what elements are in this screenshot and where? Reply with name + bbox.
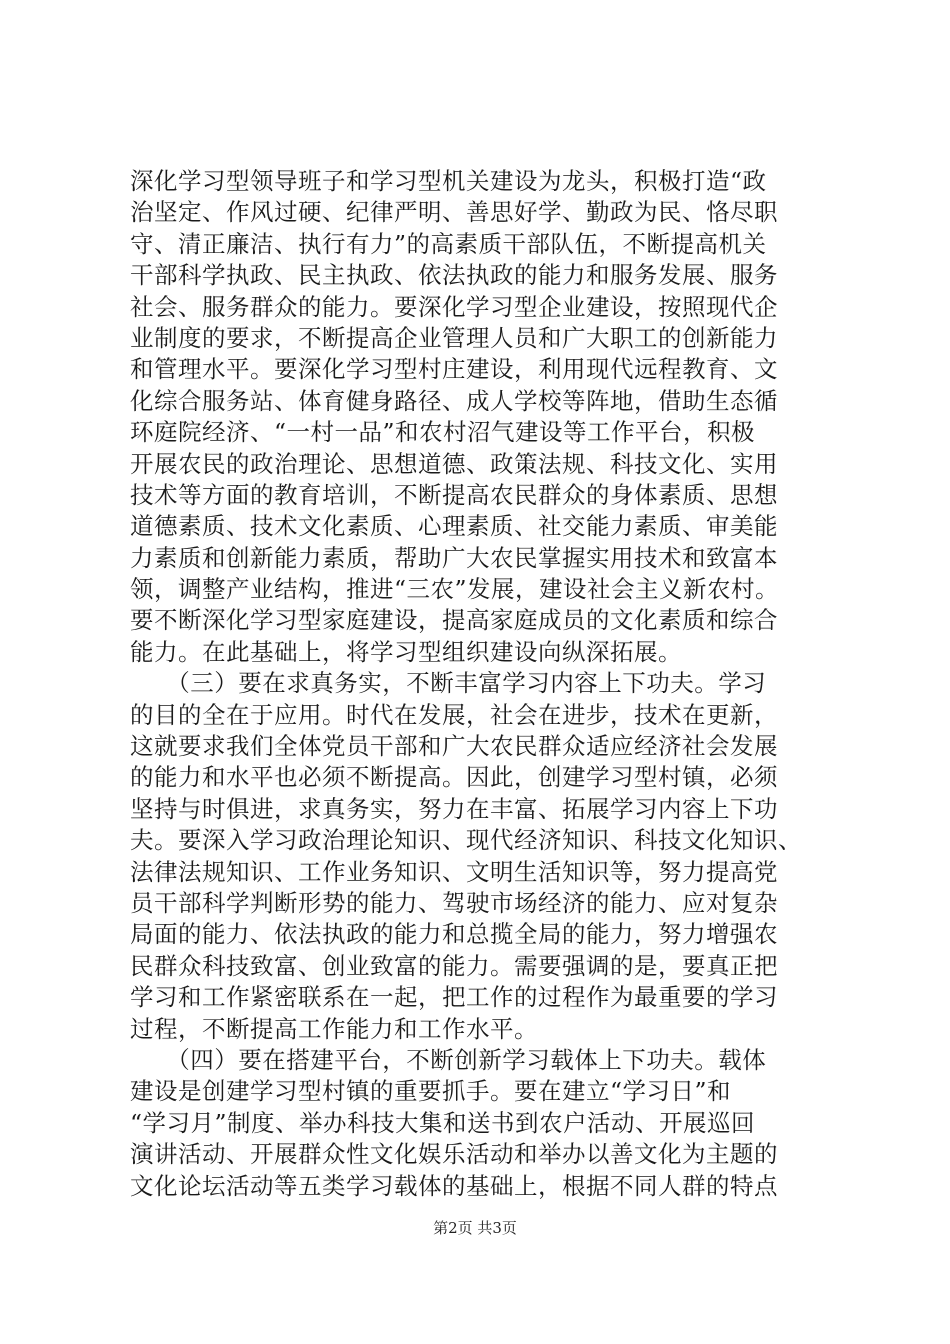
text-line: 业制度的要求，不断提高企业管理人员和广大职工的创新能力 bbox=[130, 323, 778, 352]
text-line: 演讲活动、开展群众性文化娱乐活动和举办以善文化为主题的 bbox=[130, 1140, 778, 1169]
text-line: 民群众科技致富、创业致富的能力。需要强调的是，要真正把 bbox=[130, 951, 778, 980]
text-line: 学习和工作紧密联系在一起，把工作的过程作为最重要的学习 bbox=[130, 983, 778, 1012]
text-line: 坚持与时俱进，求真务实，努力在丰富、拓展学习内容上下功 bbox=[130, 794, 778, 823]
text-line: 要不断深化学习型家庭建设，提高家庭成员的文化素质和综合 bbox=[130, 606, 778, 635]
text-line: 这就要求我们全体党员干部和广大农民群众适应经济社会发展 bbox=[130, 732, 778, 761]
text-line: 领，调整产业结构，推进“三农”发展，建设社会主义新农村。 bbox=[130, 575, 780, 604]
text-line: 社会、服务群众的能力。要深化学习型企业建设，按照现代企 bbox=[130, 292, 778, 321]
text-line: 法律法规知识、工作业务知识、文明生活知识等，努力提高党 bbox=[130, 857, 778, 886]
text-line: “学习月”制度、举办科技大集和送书到农户活动、开展巡回 bbox=[130, 1108, 756, 1137]
text-line: 的能力和水平也必须不断提高。因此，创建学习型村镇，必须 bbox=[130, 763, 778, 792]
text-line: 过程，不断提高工作能力和工作水平。 bbox=[130, 1014, 538, 1043]
text-line: 夫。要深入学习政治理论知识、现代经济知识、科技文化知识、 bbox=[130, 826, 802, 855]
text-line: 的目的全在于应用。时代在发展，社会在进步，技术在更新， bbox=[130, 700, 778, 729]
text-line: （三）要在求真务实，不断丰富学习内容上下功夫。学习 bbox=[130, 669, 767, 698]
text-line: 深化学习型领导班子和学习型机关建设为龙头，积极打造“政 bbox=[130, 167, 767, 195]
text-line: 力素质和创新能力素质，帮助广大农民掌握实用技术和致富本 bbox=[130, 543, 778, 572]
text-line: 局面的能力、依法执政的能力和总揽全局的能力，努力增强农 bbox=[130, 920, 778, 949]
text-line: 和管理水平。要深化学习型村庄建设，利用现代远程教育、文 bbox=[130, 355, 778, 384]
text-line: （四）要在搭建平台，不断创新学习载体上下功夫。载体 bbox=[130, 1045, 767, 1074]
text-line: 治坚定、作风过硬、纪律严明、善思好学、勤政为民、恪尽职 bbox=[130, 198, 778, 227]
text-line: 文化论坛活动等五类学习载体的基础上，根据不同人群的特点 bbox=[130, 1171, 778, 1200]
text-line: 干部科学执政、民主执政、依法执政的能力和服务发展、服务 bbox=[130, 261, 778, 290]
body-text bbox=[130, 166, 835, 1202]
text-line: 能力。在此基础上，将学习型组织建设向纵深拓展。 bbox=[130, 637, 682, 666]
text-line: 建设是创建学习型村镇的重要抓手。要在建立“学习日”和 bbox=[130, 1077, 732, 1106]
text-line: 技术等方面的教育培训，不断提高农民群众的身体素质、思想 bbox=[130, 480, 778, 509]
text-line: 开展农民的政治理论、思想道德、政策法规、科技文化、实用 bbox=[130, 449, 778, 478]
text-line: 守、清正廉洁、执行有力”的高素质干部队伍，不断提高机关 bbox=[130, 229, 767, 258]
text-line: 环庭院经济、“一村一品”和农村沼气建设等工作平台，积极 bbox=[130, 418, 756, 447]
text-line: 道德素质、技术文化素质、心理素质、社交能力素质、审美能 bbox=[130, 512, 778, 541]
page-footer: 第2页 共3页 bbox=[433, 1219, 517, 1237]
text-line: 化综合服务站、体育健身路径、成人学校等阵地，借助生态循 bbox=[130, 386, 778, 415]
text-line: 员干部科学判断形势的能力、驾驶市场经济的能力、应对复杂 bbox=[130, 888, 778, 917]
